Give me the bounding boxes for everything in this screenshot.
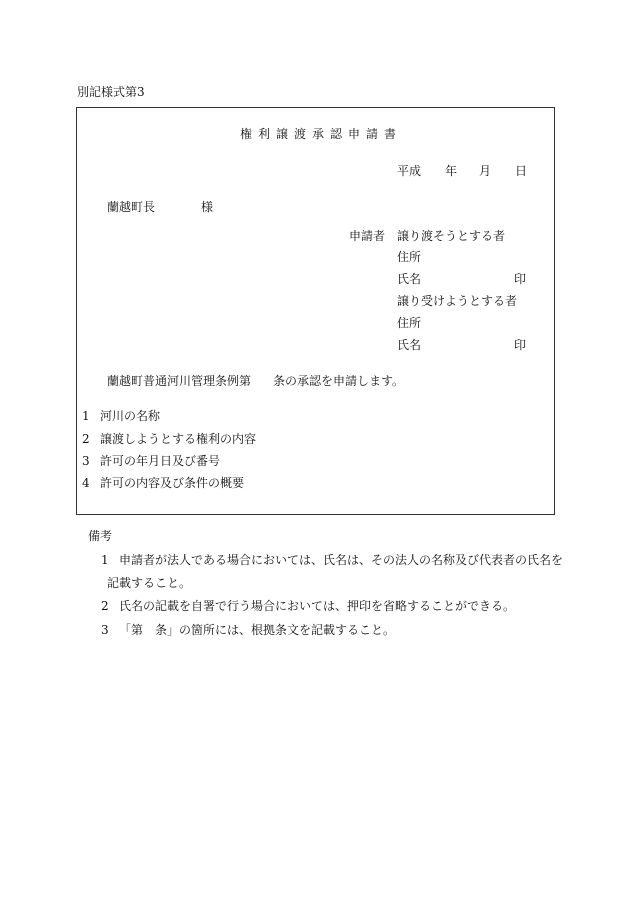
form-title: 権利譲渡承認申請書 <box>240 127 403 141</box>
form-label: 別記様式第3 <box>77 85 145 99</box>
addressee-name: 蘭越町長 <box>107 200 156 214</box>
applicant-label: 申請者 <box>349 229 386 243</box>
note-text: 氏名の記載を自署で行う場合においては、押印を省略することができる。 <box>119 599 516 613</box>
date-era: 平成 <box>397 164 422 178</box>
note-number: 1 <box>101 553 109 567</box>
item-number: 4 <box>82 476 90 490</box>
item-number: 2 <box>82 432 90 446</box>
request-prefix: 蘭越町普通河川管理条例第 <box>107 374 252 388</box>
transferor-seal-mark: 印 <box>514 272 527 286</box>
note-text: 「第 条」の箇所には、根拠条文を記載すること。 <box>119 623 396 637</box>
item-text: 譲渡しようとする権利の内容 <box>100 432 257 446</box>
notes-heading: 備考 <box>88 529 113 543</box>
request-suffix: 条の承認を申請します。 <box>273 374 405 388</box>
item-number: 1 <box>82 409 90 423</box>
addressee-honorific: 様 <box>201 200 214 214</box>
item-text: 許可の年月日及び番号 <box>100 454 221 468</box>
date-year: 年 <box>445 164 458 178</box>
note-number: 3 <box>101 623 109 637</box>
transferee-label: 譲り受けようとする者 <box>397 294 518 308</box>
transferee-seal-mark: 印 <box>514 338 527 352</box>
note-text-continued: 記載すること。 <box>107 576 192 590</box>
transferee-name-label: 氏名 <box>397 338 422 352</box>
item-number: 3 <box>82 454 90 468</box>
transferor-address-label: 住所 <box>397 250 422 264</box>
date-day: 日 <box>515 164 528 178</box>
transferor-name-label: 氏名 <box>397 272 422 286</box>
transferee-address-label: 住所 <box>397 316 422 330</box>
note-number: 2 <box>101 599 109 613</box>
transferor-label: 譲り渡そうとする者 <box>397 229 506 243</box>
item-text: 許可の内容及び条件の概要 <box>100 476 245 490</box>
item-text: 河川の名称 <box>100 409 161 423</box>
note-text: 申請者が法人である場合においては、氏名は、その法人の名称及び代表者の氏名を <box>119 553 564 567</box>
date-month: 月 <box>479 164 492 178</box>
